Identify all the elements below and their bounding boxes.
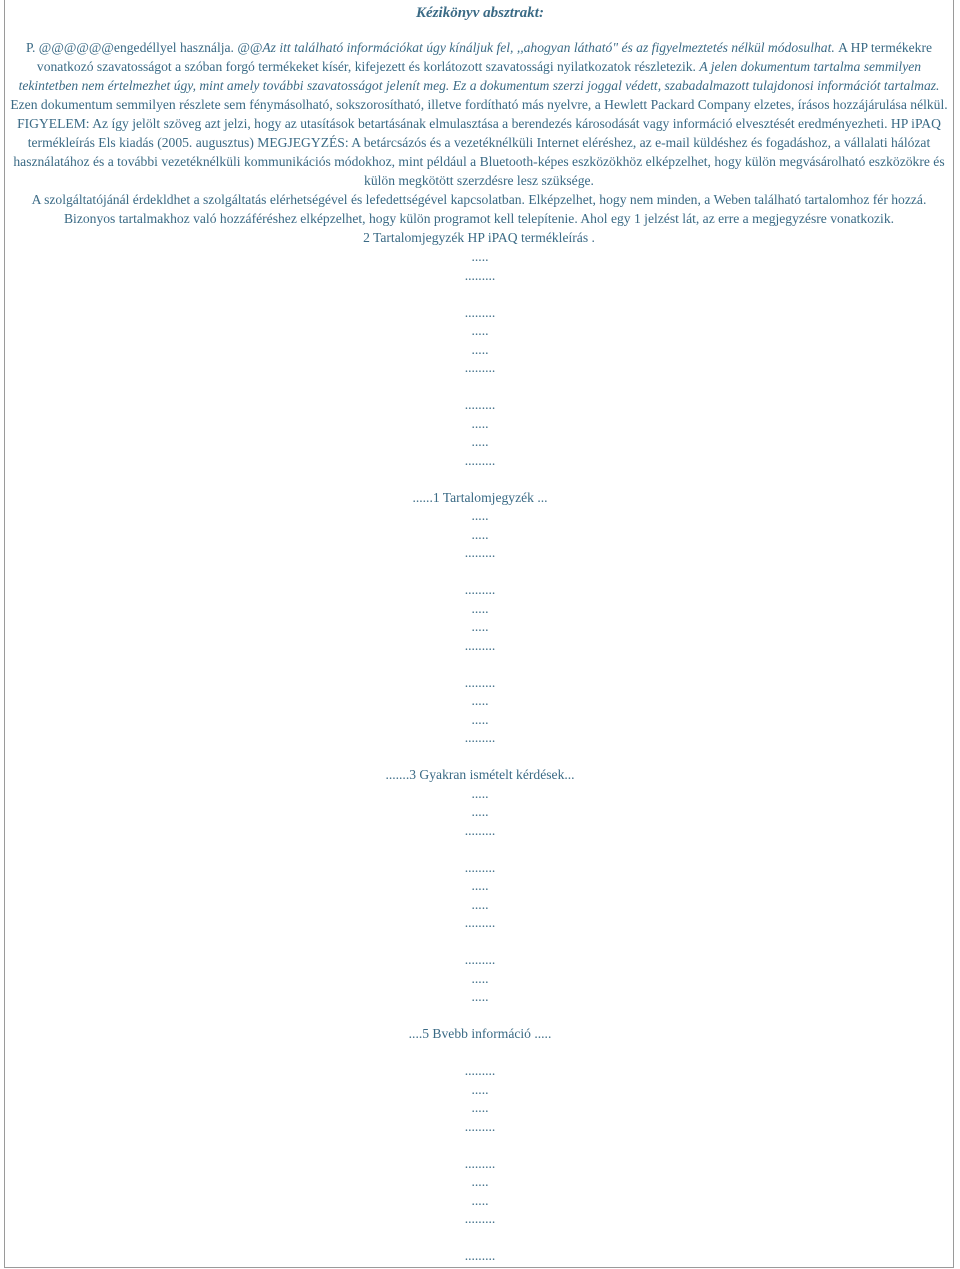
document-page (4, 0, 954, 1268)
toc-dot-leader: ......... (464, 582, 496, 597)
toc-dot-leader: ......... (464, 267, 496, 283)
toc-dot-leader: ......... (464, 915, 496, 930)
toc-spacer (5, 748, 955, 767)
document-title: Kézikönyv absztrakt: (416, 5, 544, 21)
toc-dot-leader: ..... (471, 878, 489, 893)
toc-dot-leader: ......... (464, 952, 496, 967)
toc-dot-leader: ..... (471, 989, 489, 1004)
toc-dot-leader: ......... (464, 637, 496, 653)
toc-entry[interactable]: ......1 Tartalomjegyzék ... (412, 489, 548, 505)
abstract-sentence-1: P. @@@@@@engedéllyel használja. (25, 40, 238, 55)
toc-dot-leader: ......... (464, 730, 496, 745)
toc-dot-leader: ..... (471, 785, 489, 801)
toc-entry[interactable]: .......3 Gyakran ismételt kérdések... (385, 767, 575, 782)
abstract-sentence-2: @@Az itt található információkat úgy kínáljuk fel, ,,ahogyan látható" és az figyelmeztetés nélkül módosulhat. (237, 40, 839, 55)
abstract-sentence-4: A jelen dokumentum tartalma semmilyen tekintetben nem értelmezhet úgy, mint amely további szavatosságot jelenít meg. Ez a dokumentum szerzi joggal védett, szabadalmazott tulajdonosi információt tartalmaz. (18, 59, 940, 93)
toc-spacer (5, 378, 955, 397)
toc-dot-leader: ..... (471, 508, 489, 523)
toc-spacer (5, 1136, 955, 1155)
toc-spacer (5, 933, 955, 952)
toc-dot-leader: ......... (464, 859, 496, 875)
toc-dot-leader: ..... (471, 1174, 489, 1189)
toc-dot-leader: ..... (471, 341, 489, 357)
toc-dot-leader: ......... (464, 397, 496, 412)
toc-dot-leader: ..... (471, 526, 489, 542)
toc-dot-leader: ..... (471, 711, 489, 727)
abstract-paragraph-2: A szolgáltatójánál érdekldhet a szolgáltatás elérhetségével és lefedettségével kapcsolatban. Elképzelhet, hogy nem minden, a Weben található tartalomhoz fér hozzá. Bizonyos tartalmakhoz való hozzáféréshez elképzelhet, hogy külön programot kell telepítenie. Ahol egy 1 jelzést lát, az erre a megjegyzésre vonatkozik. (31, 192, 927, 226)
toc-dot-leader: ..... (471, 1192, 489, 1208)
abstract-sentence-3: A HP termékekre vonatkozó szavatosságot a szóban forgó termékeket kísér, kifejezett és korlátozott szavatossági nyilatkozatok részletezik. (36, 40, 933, 74)
toc-dot-leader: ......... (464, 304, 496, 320)
toc-spacer (5, 470, 955, 489)
toc-dot-leader: ......... (464, 1248, 496, 1263)
toc-dot-leader: ......... (464, 360, 496, 375)
toc-dot-leader: ..... (471, 600, 489, 616)
abstract-paragraph-1 (9, 38, 949, 190)
toc-entry[interactable]: ....5 Bvebb információ ..... (408, 1026, 552, 1041)
toc-dot-leader: ..... (471, 619, 489, 634)
toc-spacer (5, 1229, 955, 1248)
abstract-sentence-5: Ezen dokumentum semmilyen részlete sem fénymásolható, sokszorosítható, illetve fordítható más nyelvre, a Hewlett Packard Company elzetes, írásos hozzájárulása nélkül. FIGYELEM: Az így jelölt szöveg azt jelzi, hogy az utasítások betartásának elmulasztása a berendezés károsodását vagy információ elvesztését eredményezheti. HP iPAQ termékleírás Els kiadás (2005. augusztus) MEGJEGYZÉS: A betárcsázós és a vezetéknélküli Internet eléréshez, az e-mail küldéshez és fogadáshoz, a vállalati hálózat használatához és a további vezetéknélküli kommunikációs módokhoz, mint például a Bluetooth-képes eszközökhöz elképzelhet, hogy külön megvásárolható eszközökre és külön megkötött szerzdésre lesz szüksége. (10, 97, 948, 188)
toc-dot-leader: ......... (464, 1155, 496, 1171)
toc-dot-leader: ..... (471, 434, 489, 449)
toc-dot-leader: ......... (464, 674, 496, 690)
toc-spacer (5, 1044, 955, 1063)
abstract-text (9, 38, 949, 247)
toc-dot-leader: ..... (471, 1100, 489, 1115)
toc-spacer (5, 285, 955, 304)
toc-dot-leader: ..... (471, 896, 489, 912)
toc-dot-leader: ......... (464, 1211, 496, 1226)
toc-spacer (5, 563, 955, 582)
toc-heading: 2 Tartalomjegyzék HP iPAQ termékleírás . (363, 230, 595, 245)
toc-dot-leader: ..... (471, 804, 489, 819)
toc-dot-leader: ..... (471, 693, 489, 708)
table-of-contents (5, 248, 955, 1266)
toc-dot-leader: ..... (471, 1081, 489, 1097)
toc-spacer (5, 840, 955, 859)
toc-dot-leader: ..... (471, 970, 489, 986)
toc-dot-leader: ......... (464, 1063, 496, 1078)
toc-dot-leader: ..... (471, 415, 489, 431)
toc-dot-leader: ......... (464, 545, 496, 560)
toc-dot-leader: ......... (464, 452, 496, 468)
toc-spacer (5, 655, 955, 674)
toc-dot-leader: ..... (471, 323, 489, 338)
toc-spacer (5, 1007, 955, 1026)
toc-dot-leader: ......... (464, 822, 496, 838)
toc-dot-leader: ......... (464, 1118, 496, 1134)
toc-dot-leader: ..... (471, 249, 489, 264)
